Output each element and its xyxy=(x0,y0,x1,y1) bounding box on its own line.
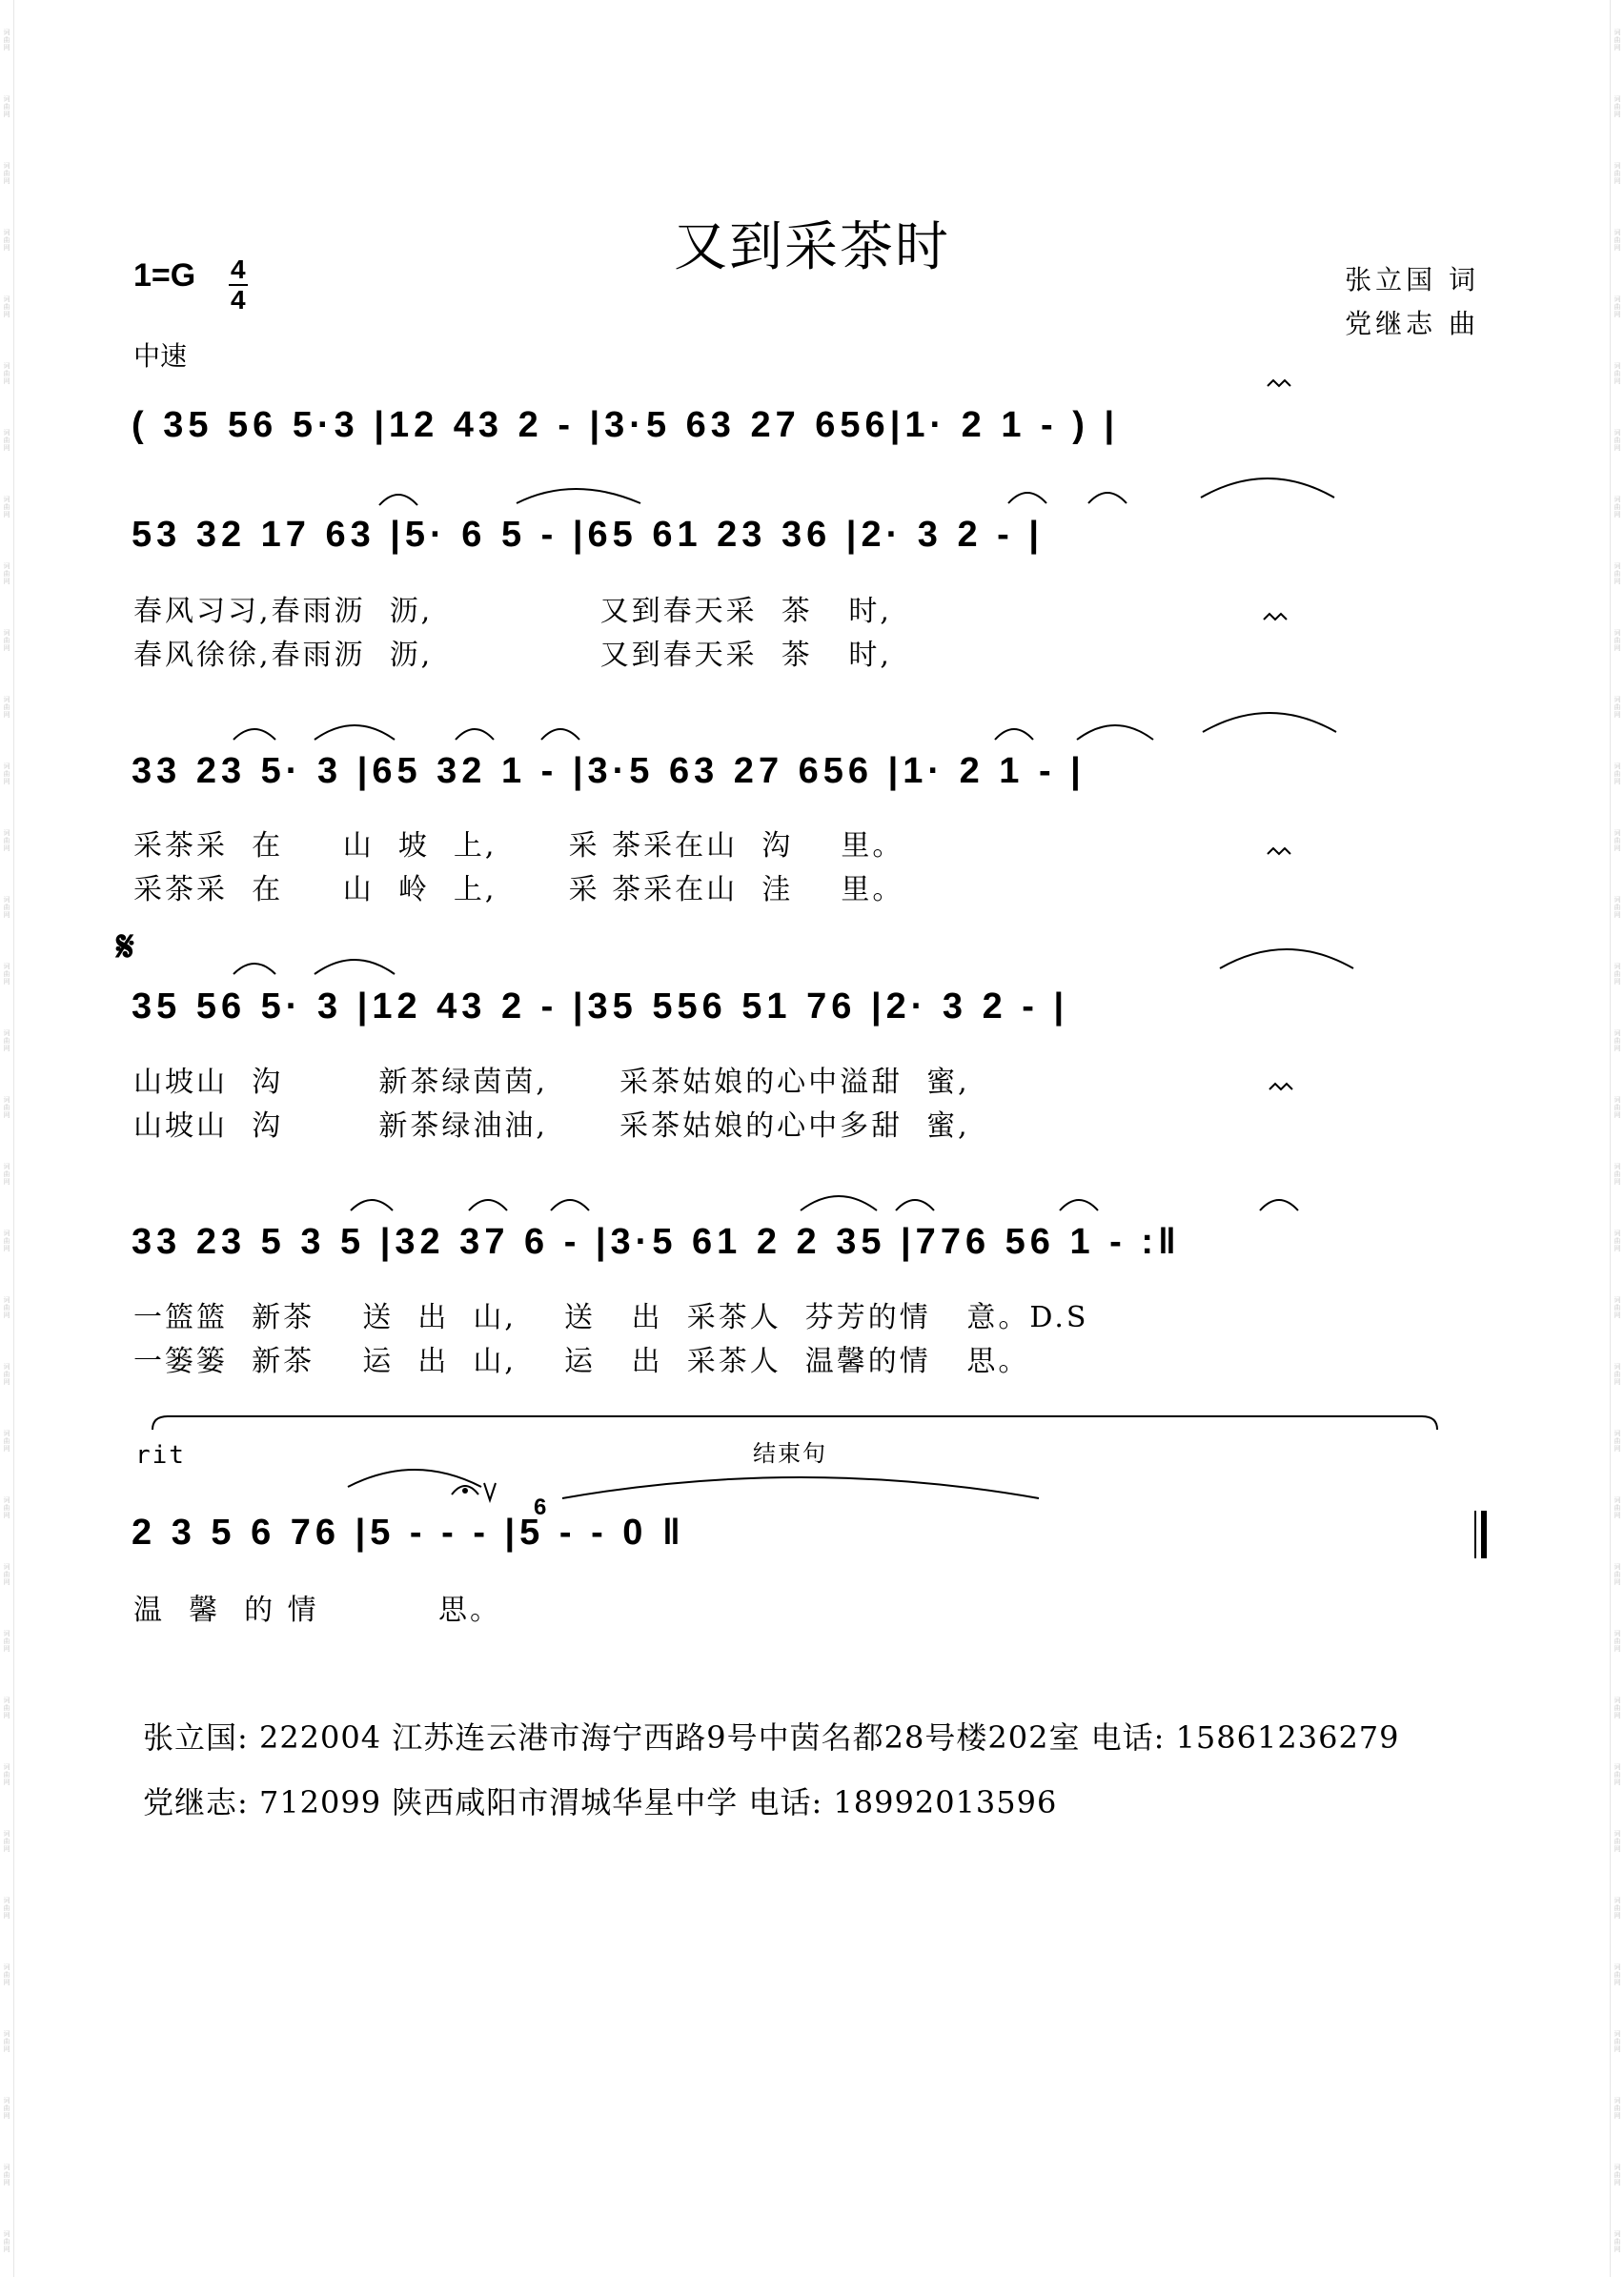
watermark-text: 词 曲 网 xyxy=(1614,1697,1621,1719)
watermark-text: 词 曲 网 xyxy=(1614,629,1621,652)
watermark-text: 词 曲 网 xyxy=(3,1897,10,1920)
slur-end-a xyxy=(348,1470,481,1487)
lyric-line-3-verse-2: 山坡山 沟 新茶绿油油, 采茶姑娘的心中多甜 蜜, xyxy=(133,1109,970,1143)
watermark-text: 词 曲 网 xyxy=(3,1830,10,1853)
watermark-text: 词 曲 网 xyxy=(1614,429,1621,452)
watermark-text: 词 曲 网 xyxy=(3,1296,10,1319)
watermark-text: 词 曲 网 xyxy=(1614,696,1621,719)
slur-4d xyxy=(801,1196,877,1210)
watermark-text: 词 曲 网 xyxy=(3,696,10,719)
watermark-text: 词 曲 网 xyxy=(3,1563,10,1586)
watermark-text: 词 曲 网 xyxy=(1614,2030,1621,2053)
notation-row-4: 33 23 5 3 5 |32 37 6 - |3·5 61 2 2 35 |776 56 1 - :‖ xyxy=(132,1222,1181,1262)
watermark-text: 词 曲 网 xyxy=(3,1496,10,1519)
slur-1c xyxy=(1008,493,1046,503)
watermark-text: 词 曲 网 xyxy=(1614,229,1621,252)
watermark-text: 词 曲 网 xyxy=(3,162,10,185)
lyric-line-4-verse-2: 一篓篓 新茶 运 出 山, 运 出 采茶人 温馨的情 思。 xyxy=(133,1345,1030,1378)
watermark-text: 词 曲 网 xyxy=(3,1963,10,1986)
mordent-2 xyxy=(1264,614,1287,620)
fermata-dot xyxy=(462,1488,468,1494)
lyricist-credit: 张立国 词 xyxy=(1345,264,1479,295)
slur-4f xyxy=(1060,1200,1098,1210)
watermark-text: 词 曲 网 xyxy=(3,1630,10,1653)
watermark-text: 词 曲 网 xyxy=(3,229,10,252)
watermark-text: 词 曲 网 xyxy=(3,429,10,452)
watermark-text: 词 曲 网 xyxy=(3,629,10,652)
segno-sign: 𝄋 xyxy=(116,923,134,971)
key-signature: 1=G xyxy=(133,257,196,294)
slur-2e xyxy=(995,729,1033,740)
notation-row-3: 35 56 5· 3 |12 43 2 - |35 556 51 76 |2· 3 2 - | xyxy=(132,986,1069,1027)
slur-4g xyxy=(1260,1200,1298,1210)
watermark-text: 词 曲 网 xyxy=(3,896,10,919)
lyric-line-ending: 温 馨 的 情 思。 xyxy=(133,1594,502,1627)
notation-row-1: 53 32 17 63 |5· 6 5 - |65 61 23 36 |2· 3 2 - | xyxy=(132,515,1045,555)
slur-3b xyxy=(315,960,395,974)
composer-address: 党继志: 712099 陕西咸阳市渭城华星中学 电话: 18992013596 xyxy=(143,1784,1058,1820)
watermark-text: 词 曲 网 xyxy=(1614,1163,1621,1186)
lyric-line-2-verse-2: 采茶采 在 山 岭 上, 采 茶采在山 洼 里。 xyxy=(133,873,904,906)
slur-3a xyxy=(233,964,275,974)
watermark-text: 词 曲 网 xyxy=(3,362,10,385)
watermark-text: 词 曲 网 xyxy=(3,95,10,118)
watermark-text: 词 曲 网 xyxy=(1614,562,1621,585)
mordent-1 xyxy=(1268,380,1290,386)
lyricist-address: 张立国: 222004 江苏连云港市海宁西路9号中茵名都28号楼202室 电话: 15861236279 xyxy=(143,1719,1400,1756)
watermark-text: 词 曲 网 xyxy=(1614,829,1621,852)
lyric-line-4-verse-1: 一篮篮 新茶 送 出 山, 送 出 采茶人 芬芳的情 意。D.S xyxy=(133,1301,1089,1334)
watermark-text: 词 曲 网 xyxy=(3,829,10,852)
slur-2c xyxy=(456,729,494,740)
watermark-text: 词 曲 网 xyxy=(1614,1897,1621,1920)
watermark-text: 词 曲 网 xyxy=(1614,362,1621,385)
watermark-text: 词 曲 网 xyxy=(1614,762,1621,785)
watermark-text: 词 曲 网 xyxy=(1614,1763,1621,1786)
watermark-text: 词 曲 网 xyxy=(1614,1296,1621,1319)
slur-4a xyxy=(351,1200,393,1210)
watermark-text: 词 曲 网 xyxy=(3,963,10,986)
watermark-text: 词 曲 网 xyxy=(3,1763,10,1786)
tempo-marking: 中速 xyxy=(133,340,188,372)
watermark-text: 词 曲 网 xyxy=(1614,29,1621,51)
slur-1e xyxy=(1201,478,1334,498)
watermark-text: 词 曲 网 xyxy=(1614,1029,1621,1052)
watermark-text: 词 曲 网 xyxy=(3,2097,10,2120)
watermark-text: 词 曲 网 xyxy=(3,1163,10,1186)
slur-1a xyxy=(379,495,417,505)
slur-2d xyxy=(541,729,579,740)
watermark-text: 词 曲 网 xyxy=(1614,162,1621,185)
watermark-text: 词 曲 网 xyxy=(1614,963,1621,986)
time-signature-denominator: 4 xyxy=(231,285,246,315)
slur-2f xyxy=(1077,725,1153,740)
ending-label: 结束句 xyxy=(753,1440,827,1467)
watermark-text: 词 曲 网 xyxy=(3,2030,10,2053)
mordent-4 xyxy=(1269,1084,1292,1089)
watermark-text: 词 曲 网 xyxy=(3,1697,10,1719)
watermark-text: 词 曲 网 xyxy=(1614,496,1621,518)
lyric-line-1-verse-2: 春风徐徐,春雨沥 沥, 又到春天采 茶 时, xyxy=(133,639,892,672)
watermark-text: 词 曲 网 xyxy=(3,295,10,318)
song-title: 又到采茶时 xyxy=(674,216,950,278)
watermark-text: 词 曲 网 xyxy=(1614,1496,1621,1519)
watermark-text: 词 曲 网 xyxy=(3,1430,10,1453)
notation-row-ending: 2 3 5 6 76 |5 - - - |5 - - 0 ‖ xyxy=(132,1513,685,1553)
watermark-text: 词 曲 网 xyxy=(1614,2097,1621,2120)
watermark-text: 词 曲 网 xyxy=(1614,1830,1621,1853)
slur-4c xyxy=(551,1200,589,1210)
ending-phrase-bracket xyxy=(152,1416,1437,1430)
watermark-text: 词 曲 网 xyxy=(1614,295,1621,318)
watermark-text: 词 曲 网 xyxy=(1614,2230,1621,2253)
slur-1b xyxy=(517,489,640,503)
watermark-text: 词 曲 网 xyxy=(1614,1230,1621,1252)
watermark-text: 词 曲 网 xyxy=(1614,1963,1621,1986)
watermark-text: 词 曲 网 xyxy=(3,2230,10,2253)
watermark-text: 词 曲 网 xyxy=(1614,896,1621,919)
notation-row-2: 33 23 5· 3 |65 32 1 - |3·5 63 27 656 |1· 2 1 - | xyxy=(132,751,1086,791)
watermark-text: 词 曲 网 xyxy=(3,1363,10,1386)
watermark-text: 词 曲 网 xyxy=(1614,1630,1621,1653)
slur-3c xyxy=(1220,949,1353,968)
watermark-text: 词 曲 网 xyxy=(3,1029,10,1052)
lyric-line-3-verse-1: 山坡山 沟 新茶绿茵茵, 采茶姑娘的心中溢甜 蜜, xyxy=(133,1066,970,1099)
ritardando-marking: rit xyxy=(135,1441,186,1470)
composer-credit: 党继志 曲 xyxy=(1345,308,1479,339)
slur-4e xyxy=(896,1200,934,1210)
mordent-3 xyxy=(1268,848,1290,854)
lyric-line-2-verse-1: 采茶采 在 山 坡 上, 采 茶采在山 沟 里。 xyxy=(133,829,904,863)
watermark-text: 词 曲 网 xyxy=(3,29,10,51)
lyric-line-1-verse-1: 春风习习,春雨沥 沥, 又到春天采 茶 时, xyxy=(133,595,892,628)
watermark-text: 词 曲 网 xyxy=(3,1230,10,1252)
watermark-text: 词 曲 网 xyxy=(3,2164,10,2186)
breath-mark xyxy=(484,1483,496,1500)
notation-row-intro: ( 35 56 5·3 |12 43 2 - |3·5 63 27 656|1· 2 1 - ) | xyxy=(132,405,1120,445)
slur-2b xyxy=(315,725,395,740)
watermark-text: 词 曲 网 xyxy=(3,496,10,518)
slur-2g xyxy=(1203,713,1336,732)
watermark-text: 词 曲 网 xyxy=(1614,95,1621,118)
watermark-text: 词 曲 网 xyxy=(1614,2164,1621,2186)
watermark-text: 词 曲 网 xyxy=(1614,1363,1621,1386)
watermark-text: 词 曲 网 xyxy=(1614,1430,1621,1453)
slur-4b xyxy=(469,1200,507,1210)
slur-1d xyxy=(1088,493,1127,503)
watermark-text: 词 曲 网 xyxy=(3,1096,10,1119)
slur-2a xyxy=(233,729,275,740)
grace-note: 6 xyxy=(534,1494,547,1520)
watermark-text: 词 曲 网 xyxy=(1614,1563,1621,1586)
watermark-text: 词 曲 网 xyxy=(3,762,10,785)
watermark-text: 词 曲 网 xyxy=(1614,1096,1621,1119)
time-signature-numerator: 4 xyxy=(231,254,246,284)
watermark-text: 词 曲 网 xyxy=(3,562,10,585)
slur-end-b xyxy=(562,1477,1039,1498)
